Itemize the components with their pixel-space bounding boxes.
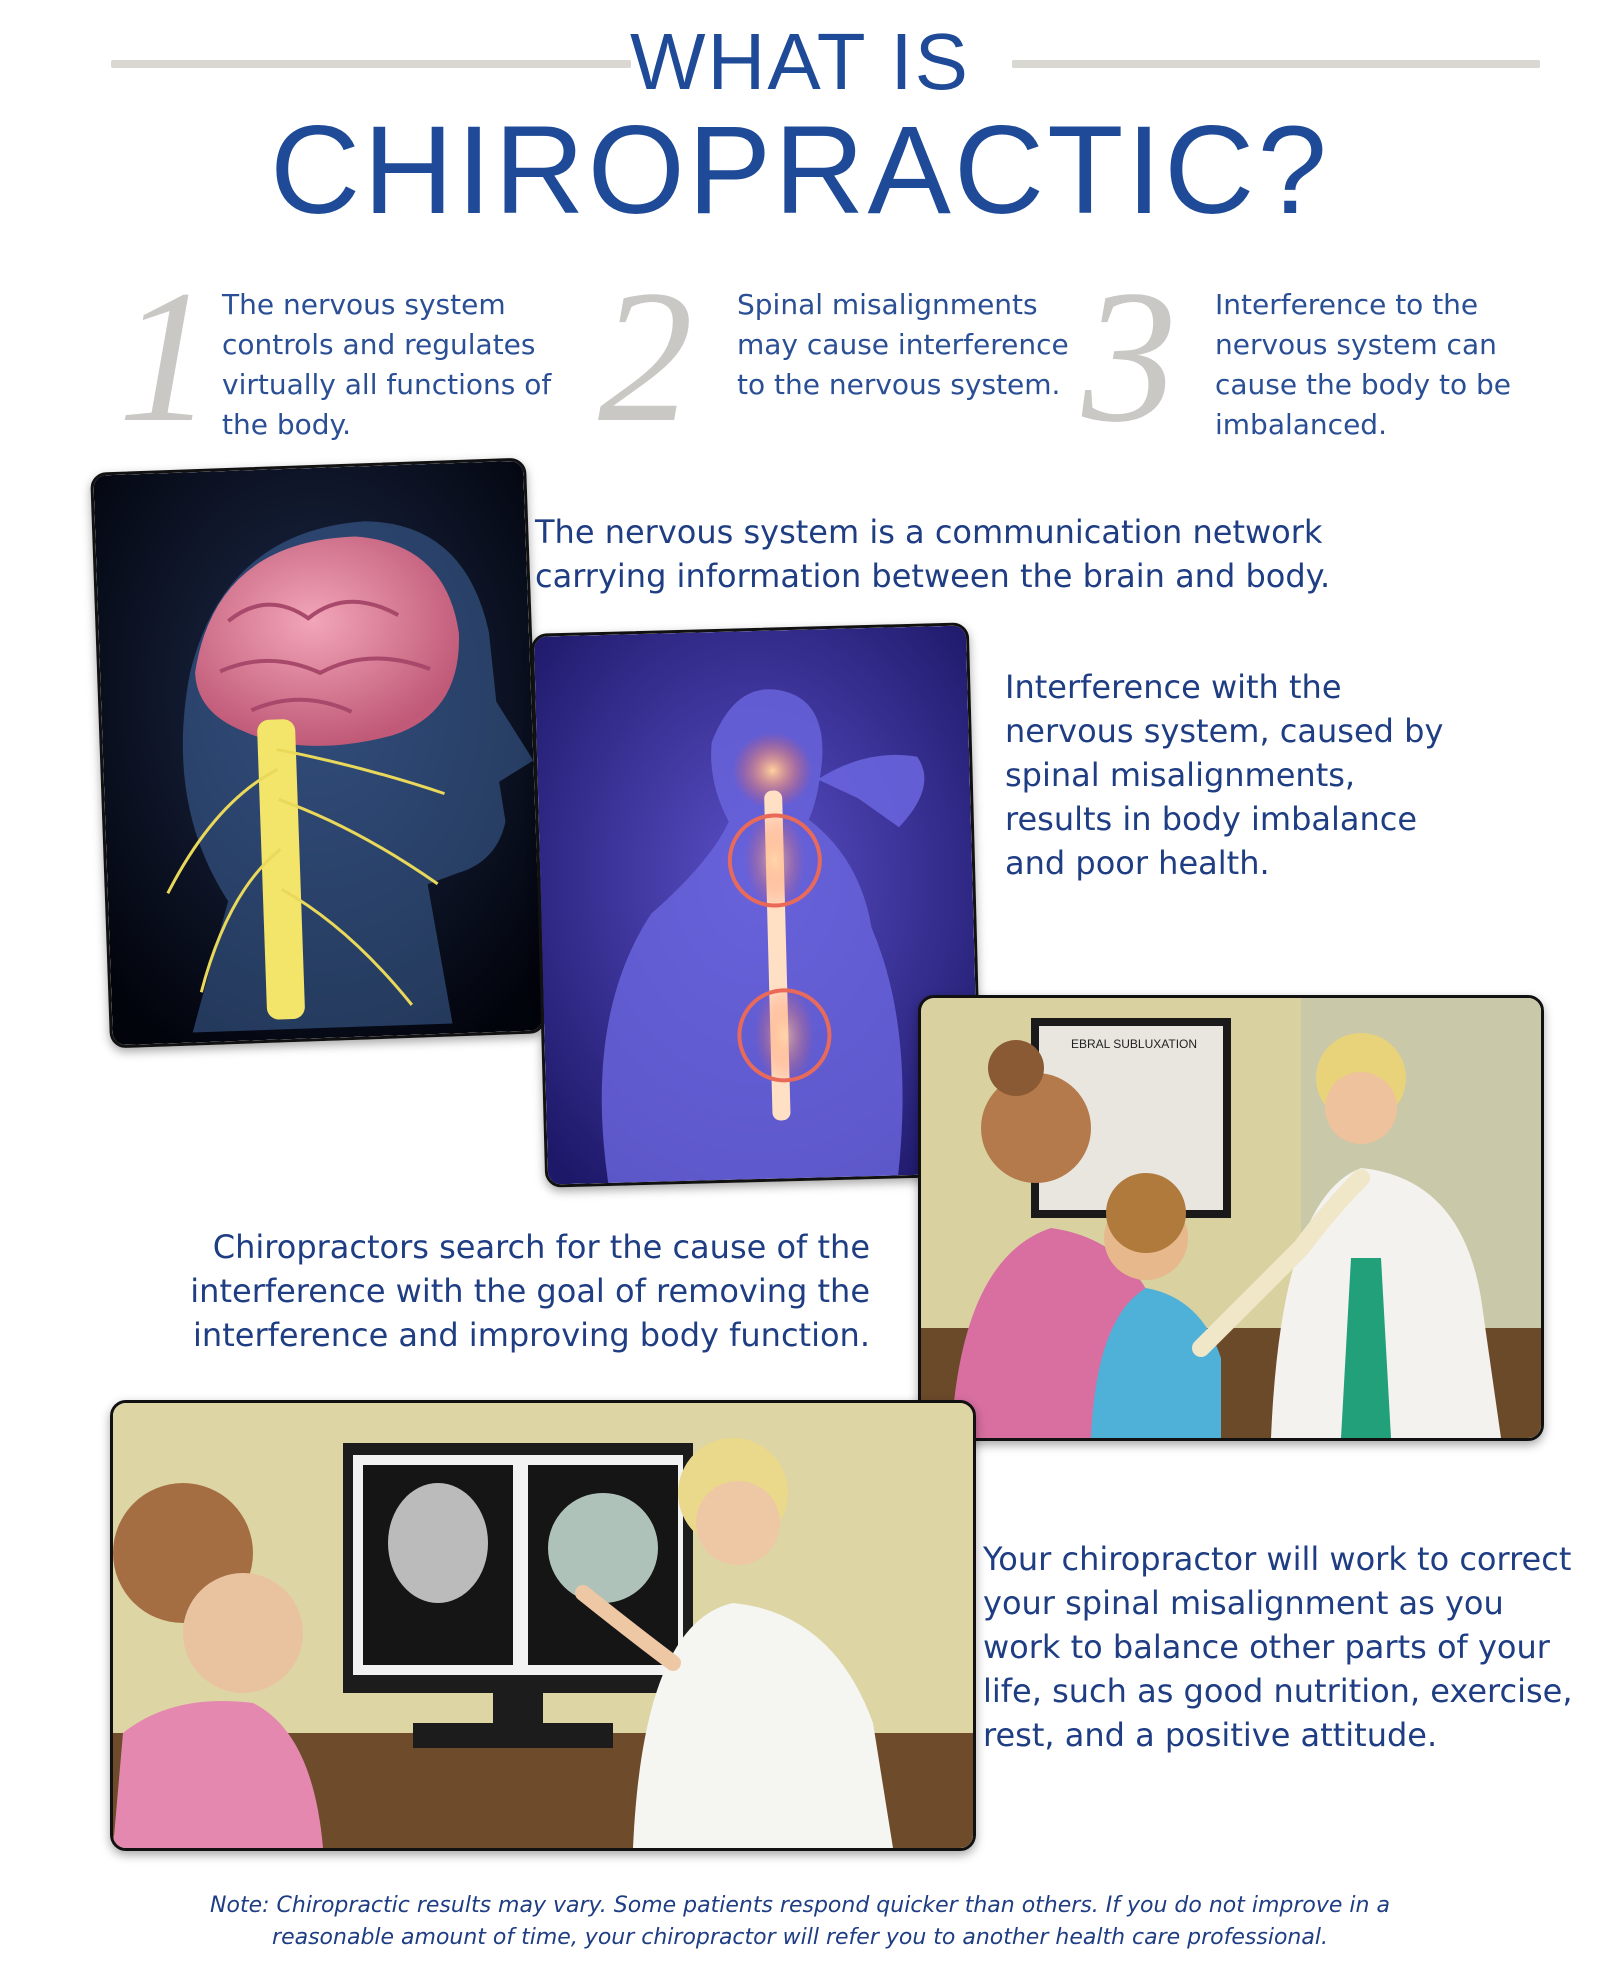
- xray-review-photo: [110, 1400, 976, 1851]
- step-3-text: Interference to the nervous system can cause the body to be imbalanced.: [1215, 288, 1512, 441]
- chiropractor-consultation-photo: [918, 995, 1544, 1441]
- step-1-text: The nervous system controls and regulates virtually all functions of the body.: [222, 288, 552, 441]
- disclaimer-note: [0, 1890, 1600, 1954]
- search-paragraph: Chiropractors search for the cause of the interference with the goal of removing the interference and improving body function.: [190, 1228, 870, 1354]
- brain-illustration-svg: [93, 461, 543, 1046]
- disclaimer-note-text: Note: Chiropractic results may vary. Some patients respond quicker than others. If you do not improve in a reasonable amount of time, your chiropractor will refer you to another health care professional.: [210, 1893, 1390, 1950]
- title-what-is: WHAT IS: [630, 17, 970, 106]
- step-2-number: 2: [598, 252, 693, 462]
- back-pain-spine-image: [531, 622, 983, 1187]
- xray-photo-svg: [113, 1403, 973, 1848]
- poster-text: EBRAL SUBLUXATION: [1071, 1037, 1198, 1051]
- back-illustration-svg: [534, 625, 980, 1184]
- step-2-text: Spinal misalignments may cause interference to the nervous system.: [737, 288, 1069, 401]
- network-paragraph: The nervous system is a communication network carrying information between the brain and body.: [535, 513, 1331, 595]
- step-3-number: 3: [1082, 252, 1177, 462]
- title-chiropractic: CHIROPRACTIC?: [270, 101, 1330, 240]
- step-1-number: 1: [118, 252, 213, 462]
- correct-paragraph: Your chiropractor will work to correct your spinal misalignment as you work to balance other parts of your life, such as good nutrition, exercise, rest, and a positive attitude.: [983, 1540, 1573, 1754]
- interference-paragraph: Interference with the nervous system, caused by spinal misalignments, results in body imbalance and poor health.: [1005, 668, 1444, 882]
- consultation-photo-svg: [921, 998, 1541, 1438]
- brain-nervous-system-image: [90, 458, 546, 1049]
